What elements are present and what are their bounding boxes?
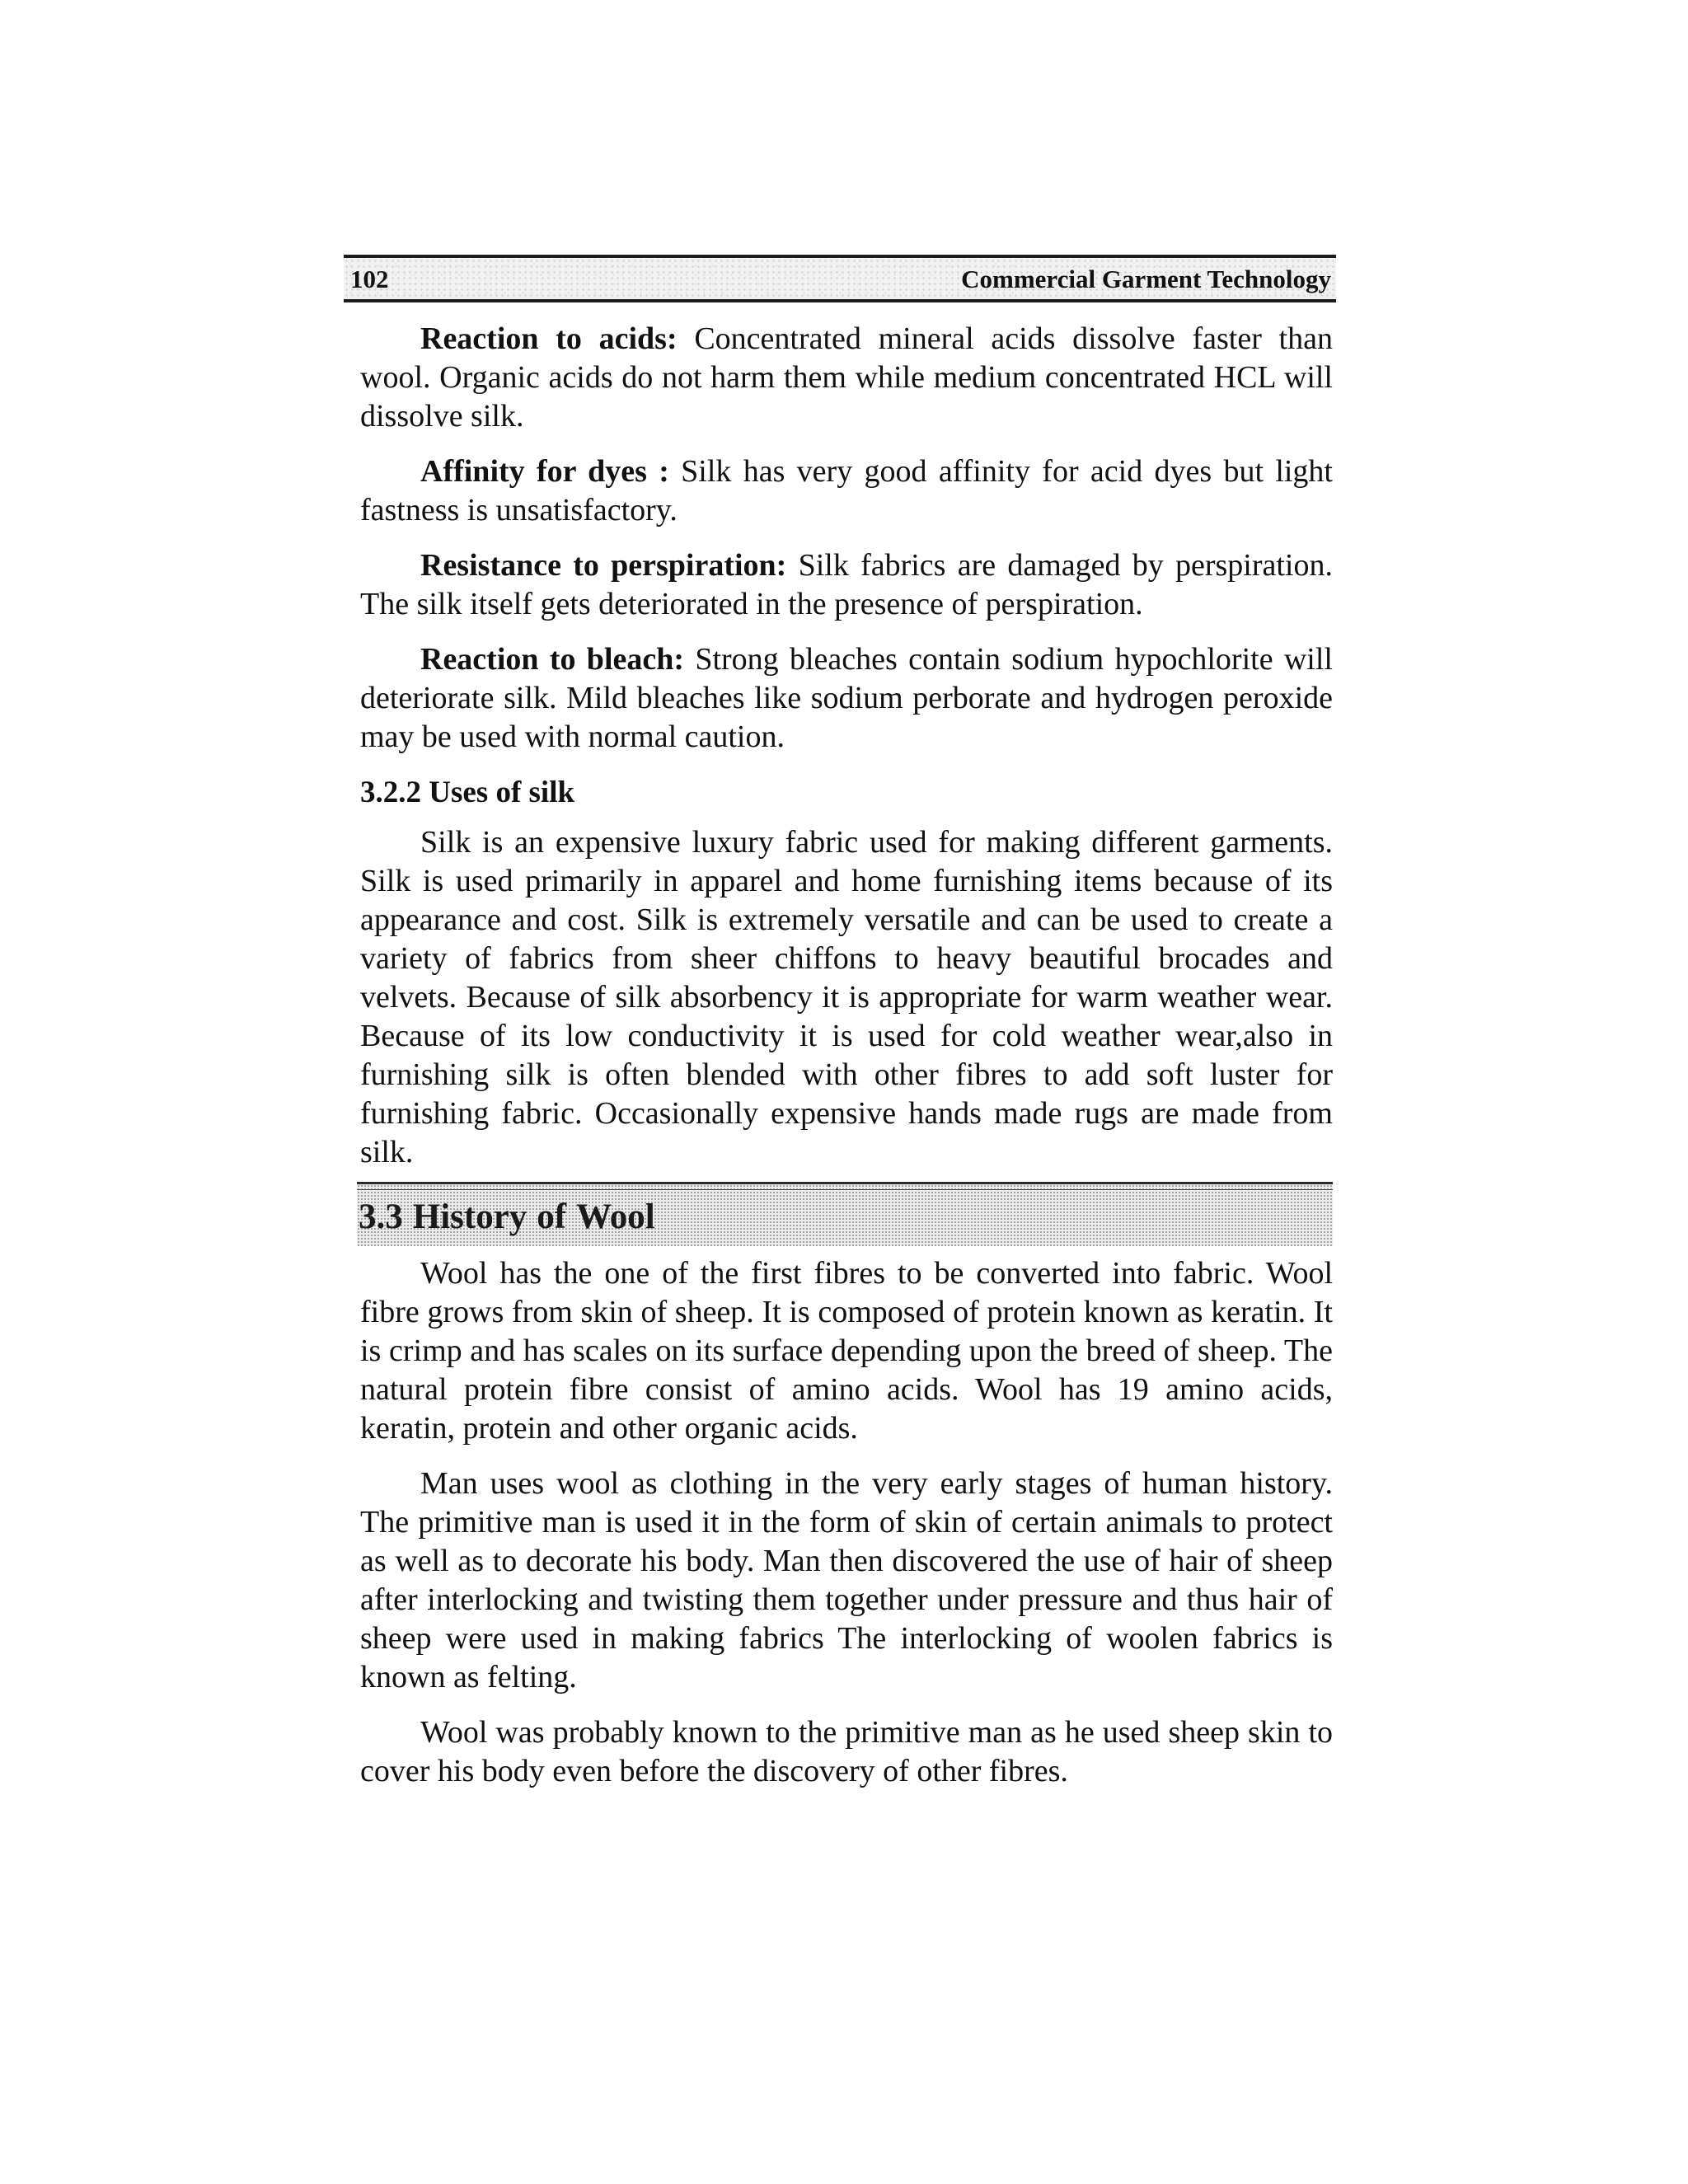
uses-of-silk-paragraph: Silk is an expensive luxury fabric used for making different garments. Silk is used primarily in apparel and home furnishing items because of its appearance and cost. Silk is extremely versatile and can be used to create a variety of fabrics from sheer chiffons to heavy beautiful brocades and velvets. Because of silk absorbency it is appropriate for warm weather wear. Because of its low conductivity it is used for cold weather wear,also in furnishing silk is often blended with other fibres to add soft luster for furnishing fabric. Occasionally expensive hands made rugs are made from silk. — [360, 825, 1333, 1169]
term-affinity-for-dyes: Affinity for dyes : — [420, 454, 669, 489]
page-body — [360, 320, 1333, 1791]
property-text: Strong bleaches contain sodium hypochlorite will deteriorate silk. Mild bleaches like sodium perborate and hydrogen peroxide may be used with normal caution. — [360, 642, 1333, 754]
property-text: Silk fabrics are damaged by perspiration. The silk itself gets deteriorated in the presence of perspiration. — [360, 548, 1333, 621]
section-heading-word: of — [537, 1197, 567, 1236]
page-number: 102 — [350, 265, 389, 293]
property-text: Silk has very good affinity for acid dyes but light fastness is unsatisfactory. — [360, 454, 1333, 527]
section-heading-band — [357, 1182, 1333, 1246]
subsection-heading-uses-of-silk: 3.2.2 Uses of silk — [360, 776, 575, 809]
wool-paragraph-early-use: Man uses wool as clothing in the very early stages of human history. The primitive man is used it in the form of skin of certain animals to protect as well as to decorate his body. Man then discovered the use of hair of sheep after interlocking and twisting them together under pressure and thus hair of sheep were used in making fabrics The interlocking of woolen fabrics is known as felting. — [360, 1466, 1333, 1694]
section-number: 3.3 — [359, 1197, 403, 1236]
term-reaction-to-acids: Reaction to acids: — [420, 321, 678, 356]
property-text: Concentrated mineral acids dissolve faster than wool. Organic acids do not harm them while medium concentrated HCL will dissolve silk. — [360, 321, 1333, 434]
property-paragraph-dyes — [360, 452, 1333, 530]
term-reaction-to-bleach: Reaction to bleach: — [420, 642, 685, 677]
term-resistance-to-perspiration: Resistance to perspiration: — [420, 548, 787, 583]
section-heading-word: History — [412, 1197, 528, 1236]
running-title: Commercial Garment Technology — [961, 265, 1331, 293]
section-heading-word: Wool — [576, 1197, 655, 1236]
wool-paragraph-origin: Wool has the one of the first fibres to be converted into fabric. Wool fibre grows from skin of sheep. It is composed of protein known as keratin. It is crimp and has scales on its surface depending upon the breed of sheep. The natural protein fibre consist of amino acids. Wool has 19 amino acids, keratin, protein and other organic acids. — [360, 1256, 1333, 1446]
property-paragraph-perspiration — [360, 546, 1333, 624]
property-paragraph-bleach — [360, 640, 1333, 757]
running-header — [344, 255, 1336, 302]
property-paragraph-acids — [360, 320, 1333, 436]
section-heading-history-of-wool — [359, 1196, 665, 1239]
wool-paragraph-primitive-man: Wool was probably known to the primitive man as he used sheep skin to cover his body even before the discovery of other fibres. — [360, 1715, 1333, 1788]
